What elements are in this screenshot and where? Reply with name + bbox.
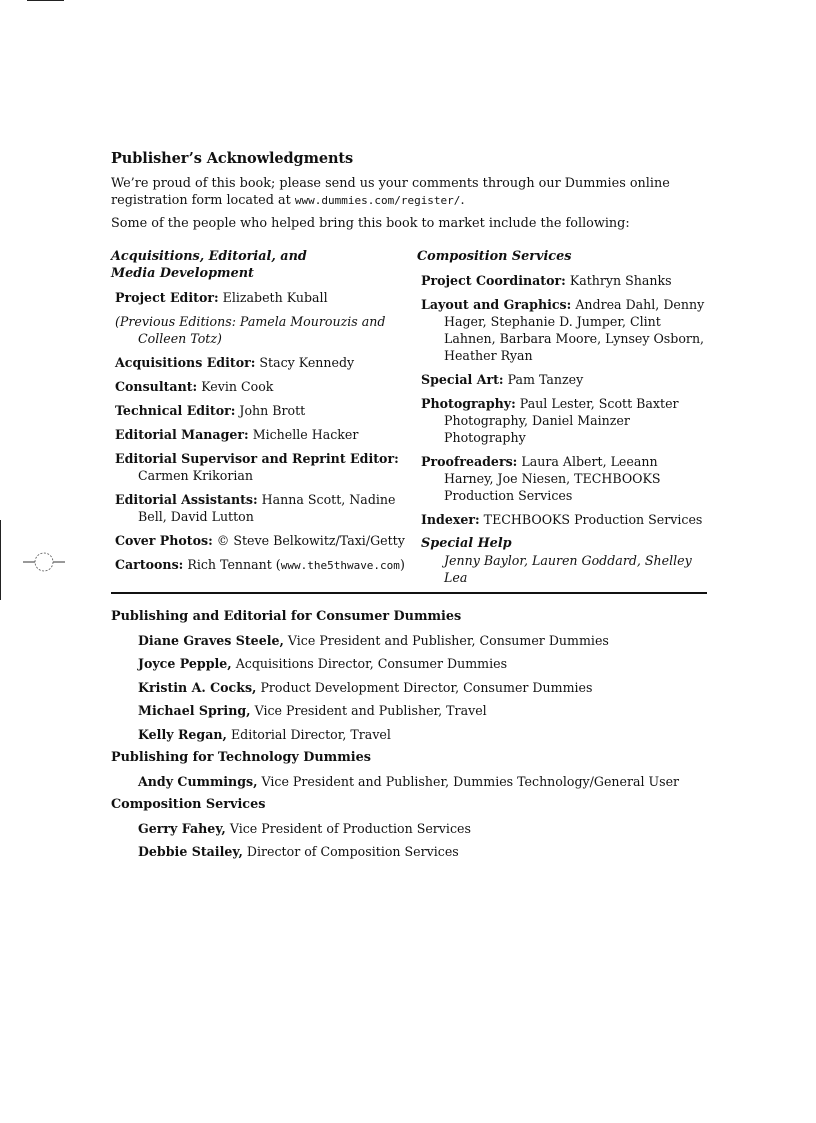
credit-value: Laura Albert, Leeann Harney, Joe Niesen, TECHBOOKS Production Services (444, 454, 661, 503)
credit-label: Proofreaders: (421, 454, 518, 469)
credit-label: Editorial Manager: (115, 427, 249, 442)
intro-paragraph (111, 175, 707, 209)
credit-value: Kevin Cook (197, 379, 274, 394)
intro-text: We’re proud of this book; please send us your comments through our Dummies online registration form located at (111, 176, 670, 208)
credit-entry (421, 511, 707, 528)
section-heading-acquisitions (111, 248, 417, 282)
credit-entry (115, 402, 417, 419)
credit-label: Project Coordinator: (421, 273, 566, 288)
credit-entry (115, 378, 417, 395)
staff-line (138, 655, 711, 672)
cartoons-url: www.the5thwave.com (280, 559, 400, 572)
credit-label: Editorial Assistants: (115, 492, 258, 507)
credit-value: John Brott (235, 403, 306, 418)
staff-role: Vice President of Production Services (225, 820, 471, 836)
staff-name: Joyce Pepple, (138, 656, 232, 671)
credit-entry (421, 395, 707, 446)
credit-value: (Previous Editions: Pamela Mourouzis and Colleen Totz) (115, 314, 386, 346)
staff-role: Vice President and Publisher, Travel (250, 703, 487, 718)
heading-line: Acquisitions, Editorial, and (111, 249, 307, 264)
credit-entry (115, 450, 417, 484)
staff-role: Product Development Director, Consumer Dummies (256, 679, 593, 695)
section-divider (111, 592, 707, 594)
credit-entry (421, 272, 707, 289)
credit-value: Michelle Hacker (248, 427, 359, 442)
special-help-text: Jenny Baylor, Lauren Goddard, Shelley Lea (444, 553, 692, 585)
credit-value: Carmen Krikorian (138, 468, 254, 483)
credit-entry (115, 426, 417, 443)
publishing-staff (111, 608, 711, 867)
staff-line (138, 843, 711, 860)
crop-mark-top (27, 0, 64, 1)
crop-mark-left (0, 520, 1, 600)
credit-value: Kathryn Shanks (565, 273, 672, 288)
publishing-group-heading: Publishing for Technology Dummies (111, 750, 371, 765)
registration-url: www.dummies.com/register/ (294, 194, 461, 207)
staff-role: Acquisitions Director, Consumer Dummies (231, 656, 508, 671)
credit-value: Stacy Kennedy (255, 355, 355, 370)
credit-label: Editorial Supervisor and Reprint Editor: (115, 451, 399, 466)
credit-entry (115, 491, 417, 525)
intro-text-end: . (460, 193, 465, 208)
credit-label: Indexer: (421, 512, 480, 527)
publishing-group-heading: Composition Services (111, 797, 266, 812)
credit-value: Paul Lester, Scott Baxter Photography, Daniel Mainzer Photography (444, 396, 679, 445)
publishing-group (111, 749, 711, 790)
staff-line (138, 820, 711, 837)
staff-name: Kelly Regan, (138, 726, 227, 742)
staff-line (138, 773, 711, 790)
staff-line (138, 632, 711, 649)
section-heading-composition: Composition Services (417, 249, 572, 264)
special-help-heading: Special Help (421, 536, 512, 551)
staff-name: Debbie Stailey, (138, 844, 243, 859)
credit-entry (115, 289, 417, 306)
credit-value-end: ) (399, 557, 405, 572)
acknowledgments-page (111, 150, 707, 594)
intro-paragraph-2: Some of the people who helped bring this book to market include the following: (111, 216, 630, 231)
credit-value: Andrea Dahl, Denny Hager, Stephanie D. Jumper, Clint Lahnen, Barbara Moore, Lynsey Osborn, Heather Ryan (444, 297, 705, 363)
credit-entry (421, 296, 707, 364)
staff-line (138, 679, 711, 696)
credit-label: Layout and Graphics: (421, 297, 572, 312)
credit-label: Cartoons: (115, 557, 184, 572)
staff-role: Vice President and Publisher, Consumer Dummies (283, 632, 609, 648)
credit-value: Rich Tennant ( (183, 557, 281, 572)
credit-value: © Steve Belkowitz/Taxi/Getty (212, 533, 405, 548)
credit-label: Consultant: (115, 379, 198, 394)
staff-role: Director of Composition Services (242, 844, 459, 859)
publishing-group-heading: Publishing and Editorial for Consumer Dummies (111, 609, 462, 624)
staff-name: Andy Cummings, (138, 773, 258, 789)
credit-label: Special Art: (421, 372, 504, 387)
credit-entry (421, 453, 707, 504)
credit-entry (115, 313, 417, 347)
staff-line (138, 726, 711, 743)
credit-value: TECHBOOKS Production Services (479, 512, 703, 527)
credit-entry-cartoons (115, 556, 417, 574)
credit-entry (115, 532, 417, 549)
credit-label: Project Editor: (115, 290, 219, 305)
credit-label: Cover Photos: (115, 533, 213, 548)
staff-role: Editorial Director, Travel (226, 726, 391, 742)
staff-name: Gerry Fahey, (138, 820, 226, 836)
credit-value: Hanna Scott, Nadine Bell, David Lutton (138, 492, 396, 524)
left-column (111, 248, 417, 586)
credit-entry (115, 354, 417, 371)
credits-columns (111, 248, 707, 586)
credit-label: Photography: (421, 396, 516, 411)
right-column (417, 248, 707, 586)
staff-role: Vice President and Publisher, Dummies Technology/General User (257, 773, 680, 789)
publishing-group (111, 796, 711, 860)
staff-name: Diane Graves Steele, (138, 632, 284, 648)
credit-label: Technical Editor: (115, 403, 236, 418)
registration-mark-icon (23, 547, 65, 577)
credit-label: Acquisitions Editor: (115, 355, 256, 370)
credit-entry (421, 371, 707, 388)
credit-value: Pam Tanzey (503, 372, 584, 387)
staff-name: Kristin A. Cocks, (138, 679, 257, 695)
publishing-group (111, 608, 711, 743)
page-title: Publisher’s Acknowledgments (111, 150, 354, 167)
credit-value: Elizabeth Kuball (218, 290, 328, 305)
staff-name: Michael Spring, (138, 703, 251, 718)
heading-line: Media Development (111, 266, 254, 281)
staff-line (138, 702, 711, 719)
